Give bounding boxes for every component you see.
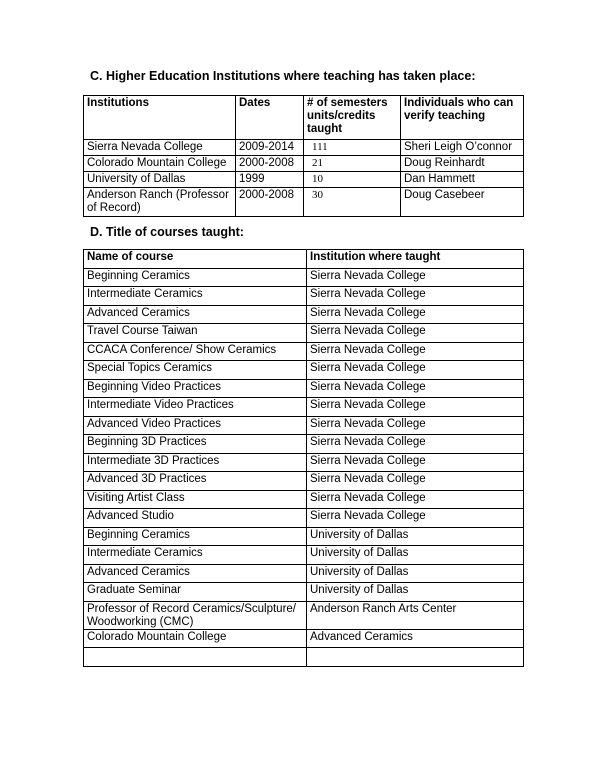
table-row — [84, 342, 524, 361]
table-row — [84, 379, 524, 398]
course-cell: Advanced Studio — [84, 509, 307, 528]
verifier-cell: Dan Hammett — [401, 172, 524, 188]
course-cell: Beginning Ceramics — [84, 268, 307, 287]
institution-cell: Sierra Nevada College — [84, 140, 236, 156]
verifier-cell: Sheri Leigh O’connor — [401, 140, 524, 156]
course-institution-cell: Sierra Nevada College — [307, 361, 524, 380]
table-row — [84, 268, 524, 287]
dates-cell: 1999 — [236, 172, 304, 188]
course-cell — [84, 648, 307, 667]
course-cell: Graduate Seminar — [84, 583, 307, 602]
table-row — [84, 564, 524, 583]
course-institution-cell — [307, 648, 524, 667]
table-row — [84, 601, 524, 629]
table-row — [84, 546, 524, 565]
course-cell: Advanced Video Practices — [84, 416, 307, 435]
institution-cell: Colorado Mountain College — [84, 156, 236, 172]
course-cell: Intermediate Video Practices — [84, 398, 307, 417]
course-institution-cell: Sierra Nevada College — [307, 490, 524, 509]
table-row — [84, 398, 524, 417]
institution-cell: Anderson Ranch (Professor of Record) — [84, 188, 236, 217]
institutions-table — [83, 95, 524, 217]
table-row — [84, 527, 524, 546]
table-row — [84, 629, 524, 648]
section-d-heading: D. Title of courses taught: — [90, 225, 244, 239]
header-course-name: Name of course — [84, 250, 307, 269]
course-cell: Advanced Ceramics — [84, 564, 307, 583]
course-institution-cell: University of Dallas — [307, 583, 524, 602]
institution-cell: University of Dallas — [84, 172, 236, 188]
course-institution-cell: University of Dallas — [307, 546, 524, 565]
dates-cell: 2000-2008 — [236, 156, 304, 172]
table-row — [84, 287, 524, 306]
course-institution-cell: Advanced Ceramics — [307, 629, 524, 648]
table-row — [84, 472, 524, 491]
units-cell: 111 — [304, 140, 401, 156]
course-cell: CCACA Conference/ Show Ceramics — [84, 342, 307, 361]
table-row — [84, 172, 524, 188]
course-institution-cell: Sierra Nevada College — [307, 472, 524, 491]
table-row — [84, 490, 524, 509]
courses-table — [83, 249, 524, 667]
table-row — [84, 509, 524, 528]
course-cell: Beginning Ceramics — [84, 527, 307, 546]
course-cell: Beginning 3D Practices — [84, 435, 307, 454]
units-cell: 21 — [304, 156, 401, 172]
course-institution-cell: University of Dallas — [307, 527, 524, 546]
course-cell: Intermediate Ceramics — [84, 287, 307, 306]
table-row — [84, 140, 524, 156]
course-cell: Advanced Ceramics — [84, 305, 307, 324]
verifier-cell: Doug Reinhardt — [401, 156, 524, 172]
header-dates: Dates — [236, 96, 304, 140]
course-cell: Visiting Artist Class — [84, 490, 307, 509]
course-institution-cell: Sierra Nevada College — [307, 342, 524, 361]
table-row — [84, 324, 524, 343]
course-cell: Beginning Video Practices — [84, 379, 307, 398]
table-row — [84, 648, 524, 667]
section-c-heading: C. Higher Education Institutions where teaching has taken place: — [90, 69, 476, 83]
course-cell: Special Topics Ceramics — [84, 361, 307, 380]
units-cell: 10 — [304, 172, 401, 188]
courses-header-row — [84, 250, 524, 269]
units-cell: 30 — [304, 188, 401, 217]
course-institution-cell: Sierra Nevada College — [307, 416, 524, 435]
table-row — [84, 583, 524, 602]
verifier-cell: Doug Casebeer — [401, 188, 524, 217]
course-cell: Intermediate 3D Practices — [84, 453, 307, 472]
institutions-header-row — [84, 96, 524, 140]
table-row — [84, 435, 524, 454]
dates-cell: 2009-2014 — [236, 140, 304, 156]
course-institution-cell: Sierra Nevada College — [307, 305, 524, 324]
table-row — [84, 361, 524, 380]
course-institution-cell: Sierra Nevada College — [307, 268, 524, 287]
table-row — [84, 416, 524, 435]
table-row — [84, 188, 524, 217]
course-institution-cell: Sierra Nevada College — [307, 379, 524, 398]
course-institution-cell: Sierra Nevada College — [307, 435, 524, 454]
table-row — [84, 453, 524, 472]
table-row — [84, 156, 524, 172]
table-row — [84, 305, 524, 324]
course-institution-cell: Sierra Nevada College — [307, 509, 524, 528]
course-cell: Travel Course Taiwan — [84, 324, 307, 343]
course-institution-cell: Anderson Ranch Arts Center — [307, 601, 524, 629]
course-cell: Professor of Record Ceramics/Sculpture/ Woodworking (CMC) — [84, 601, 307, 629]
course-institution-cell: Sierra Nevada College — [307, 324, 524, 343]
course-cell: Colorado Mountain College — [84, 629, 307, 648]
course-institution-cell: University of Dallas — [307, 564, 524, 583]
dates-cell: 2000-2008 — [236, 188, 304, 217]
course-institution-cell: Sierra Nevada College — [307, 287, 524, 306]
header-institution-taught: Institution where taught — [307, 250, 524, 269]
course-institution-cell: Sierra Nevada College — [307, 398, 524, 417]
course-institution-cell: Sierra Nevada College — [307, 453, 524, 472]
header-semesters: # of semesters units/credits taught — [304, 96, 401, 140]
header-verifier: Individuals who can verify teaching — [401, 96, 524, 140]
course-cell: Advanced 3D Practices — [84, 472, 307, 491]
header-institutions: Institutions — [84, 96, 236, 140]
course-cell: Intermediate Ceramics — [84, 546, 307, 565]
